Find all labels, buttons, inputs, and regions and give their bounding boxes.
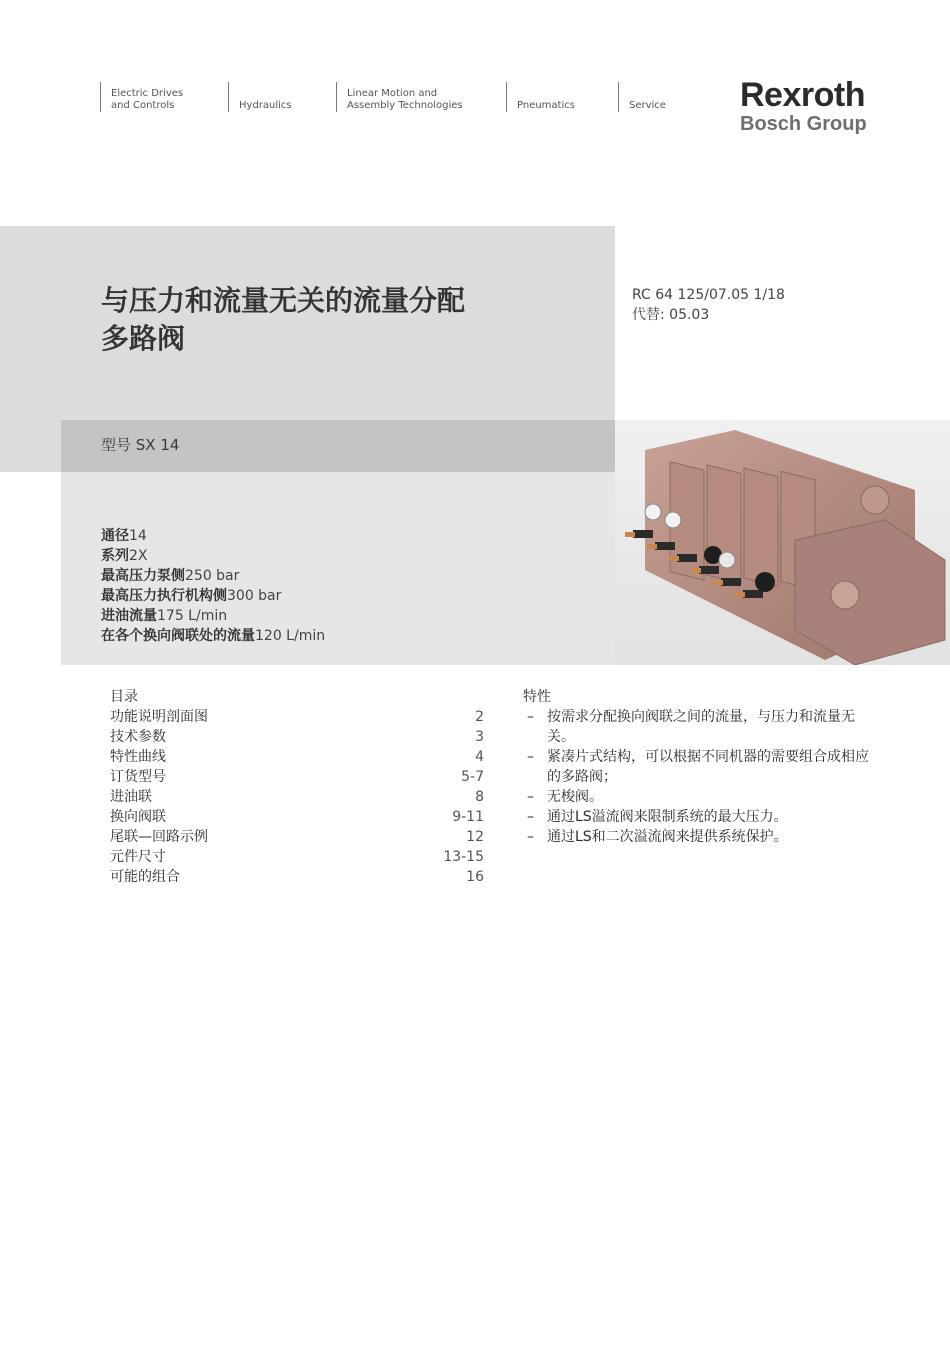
toc-label: 尾联—回路示例 [110,829,208,845]
toc-page: 12 [466,829,484,845]
feature-dash: – [527,709,534,725]
toc-label: 可能的组合 [110,869,180,885]
spec-list [101,526,325,646]
toc-label: 订货型号 [110,769,166,785]
spec-value: 14 [129,528,147,544]
feature-text: 无梭阀。 [547,789,603,805]
spec-value: 175 L/min [157,608,228,624]
feature-dash: – [527,829,534,845]
toc-item[interactable] [110,867,484,887]
rexroth-logo [740,78,867,135]
toc-label: 技术参数 [110,729,166,745]
toc-page: 5-7 [461,769,484,785]
type-label: 型号 SX 14 [101,436,180,454]
nav-service[interactable] [618,82,666,112]
spec-label: 进油流量 [101,608,157,624]
spec-row [101,546,325,566]
toc-page: 3 [475,729,484,745]
nav-label-line: Assembly Technologies [347,100,463,111]
toc-item[interactable] [110,847,484,867]
toc-item[interactable] [110,767,484,787]
feature-item [523,787,873,807]
feature-text: 按需求分配换向阀联之间的流量，与压力和流量无关。 [547,709,855,745]
toc-page: 13-15 [443,849,484,865]
toc-page: 16 [466,869,484,885]
feature-dash: – [527,809,534,825]
feature-text: 紧凑片式结构，可以根据不同机器的需要组合成相应的多路阀； [547,749,869,785]
title-line-2: 多路阀 [101,322,186,355]
toc-item[interactable] [110,787,484,807]
feature-dash: – [527,749,534,765]
spec-label: 通径 [101,528,129,544]
nav-label-line: Electric Drives [111,88,184,99]
nav-linear-motion[interactable] [336,82,463,112]
spec-value: 250 bar [185,568,240,584]
nav-label-line: Pneumatics [517,100,575,111]
toc-label: 元件尺寸 [110,849,166,865]
toc-item[interactable] [110,807,484,827]
nav-electric-drives[interactable] [100,82,183,112]
toc-label: 特性曲线 [110,749,166,765]
toc-item[interactable] [110,747,484,767]
toc-item[interactable] [110,827,484,847]
nav-label-line: and Controls [111,100,175,111]
spec-label: 在各个换向阀联处的流量 [101,628,255,644]
document-reference [632,285,785,325]
toc-label: 功能说明剖面图 [110,709,208,725]
feature-item [523,807,873,827]
toc-label: 进油联 [110,789,152,805]
spec-row [101,586,325,606]
feature-item [523,707,873,747]
spec-label: 系列 [101,548,129,564]
replaces-label: 代替 [632,307,660,323]
nav-label-line: Hydraulics [239,100,292,111]
band-left-strip [0,420,61,472]
doc-replaces [632,305,785,325]
toc-heading: 目录 [110,689,138,705]
spec-row [101,626,325,646]
spec-value: 300 bar [227,588,282,604]
toc-page: 4 [475,749,484,765]
table-of-contents [110,687,484,887]
toc-page: 2 [475,709,484,725]
feature-dash: – [527,789,534,805]
nav-pneumatics[interactable] [506,82,575,112]
spec-value: 120 L/min [255,628,326,644]
toc-label: 换向阀联 [110,809,166,825]
feature-item [523,747,873,787]
doc-number: RC 64 125/07.05 1/18 [632,287,785,303]
spec-label: 最高压力执行机构侧 [101,588,227,604]
feature-item [523,827,873,847]
nav-label-line: Linear Motion and [347,88,438,99]
spec-label: 最高压力泵侧 [101,568,185,584]
features-list [523,687,873,847]
spec-value: 2X [129,548,148,564]
toc-page: 8 [475,789,484,805]
nav-hydraulics[interactable] [228,82,292,112]
replaces-value: : 05.03 [660,307,710,323]
spec-row [101,526,325,546]
spec-row [101,606,325,626]
feature-text: 通过LS和二次溢流阀来提供系统保护。 [547,829,788,845]
page-title [101,282,465,358]
toc-item[interactable] [110,707,484,727]
logo-main: Rexroth [740,76,865,114]
spec-row [101,566,325,586]
toc-page: 9-11 [452,809,484,825]
feature-text: 通过LS溢流阀来限制系统的最大压力。 [547,809,788,825]
toc-item[interactable] [110,727,484,747]
nav-label-line: Service [629,100,666,111]
valve-product-image [615,420,950,665]
title-line-1: 与压力和流量无关的流量分配 [101,284,466,317]
logo-sub: Bosch Group [740,113,867,135]
features-heading: 特性 [523,689,551,705]
